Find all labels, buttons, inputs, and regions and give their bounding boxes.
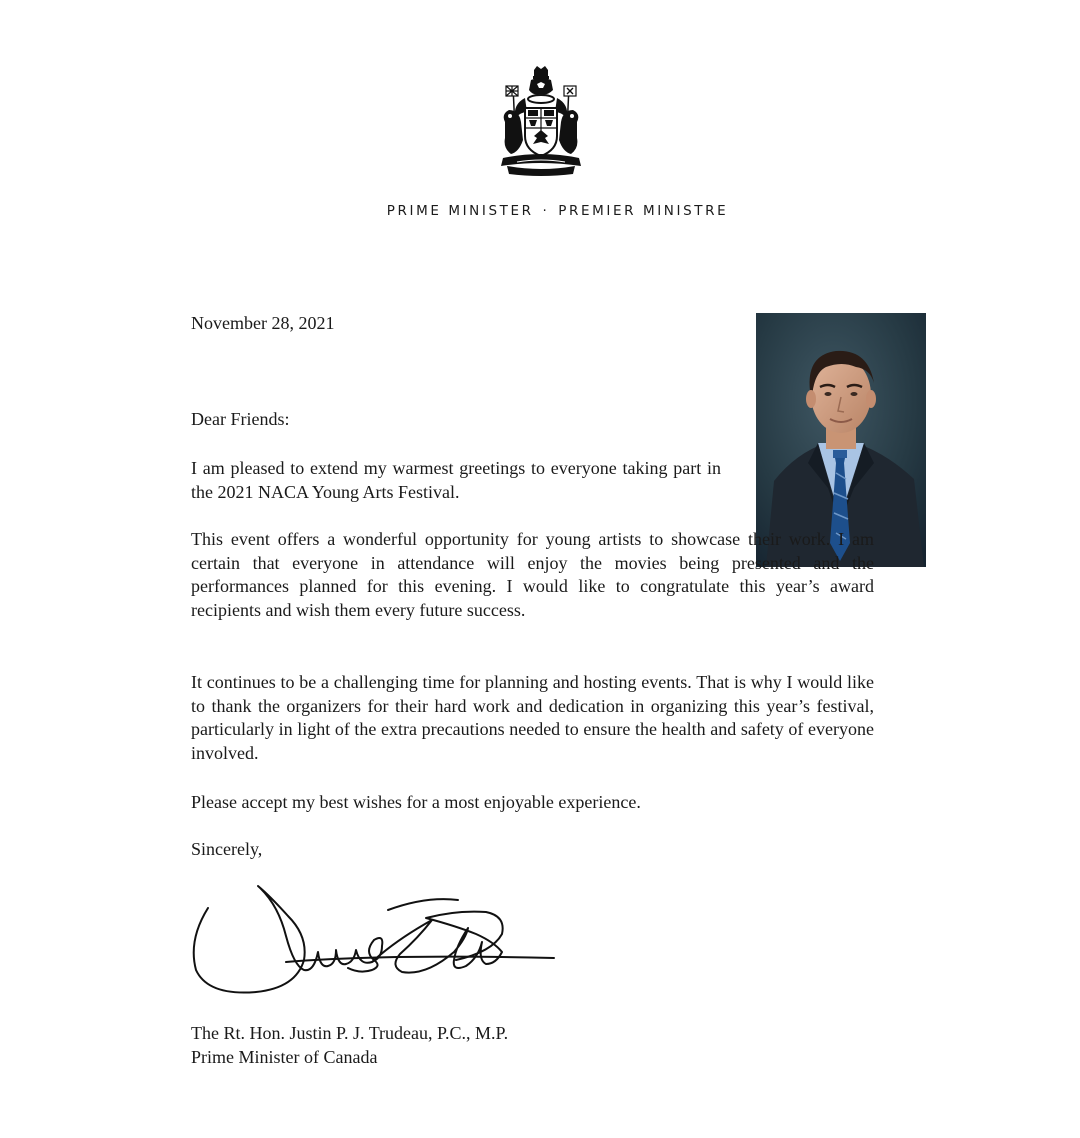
handwritten-signature-icon bbox=[186, 880, 566, 1000]
letter-paragraph bbox=[191, 528, 874, 622]
title-separator: · bbox=[542, 203, 550, 219]
letter-paragraph: I am pleased to extend my warmest greetings to everyone taking part in the 2021 NACA Young Arts Festival. bbox=[191, 458, 721, 502]
letter-paragraph: It continues to be a challenging time for planning and hosting events. That is why I would like to thank the organizers for their hard work and dedication in organizing this year’s festival, particularly in light of the extra precautions needed to ensure the health and safety of everyone involved. bbox=[191, 672, 874, 763]
signatory-title: Prime Minister of Canada bbox=[191, 1047, 378, 1067]
letter-paragraph: Please accept my best wishes for a most enjoyable experience. bbox=[191, 792, 641, 812]
letter-date: November 28, 2021 bbox=[191, 313, 335, 333]
letter-paragraph-text: This event offers a wonderful opportunity for young artists to showcase their work. I am certain that everyone in attendance will enjoy the movies being presented and the performances planned for this evening. I would like to congratulate this year’s award recipients and wish them every future success. bbox=[191, 529, 874, 620]
coat-of-arms-icon bbox=[497, 66, 585, 178]
office-title-fr: PREMIER MINISTRE bbox=[558, 203, 729, 219]
signatory-name: The Rt. Hon. Justin P. J. Trudeau, P.C., M.P. bbox=[191, 1023, 509, 1043]
signatory-block bbox=[191, 1021, 508, 1069]
letterhead-title bbox=[0, 203, 1080, 219]
office-title-en: PRIME MINISTER bbox=[386, 203, 534, 219]
letter-salutation: Dear Friends: bbox=[191, 409, 290, 429]
letter-closing: Sincerely, bbox=[191, 839, 263, 859]
